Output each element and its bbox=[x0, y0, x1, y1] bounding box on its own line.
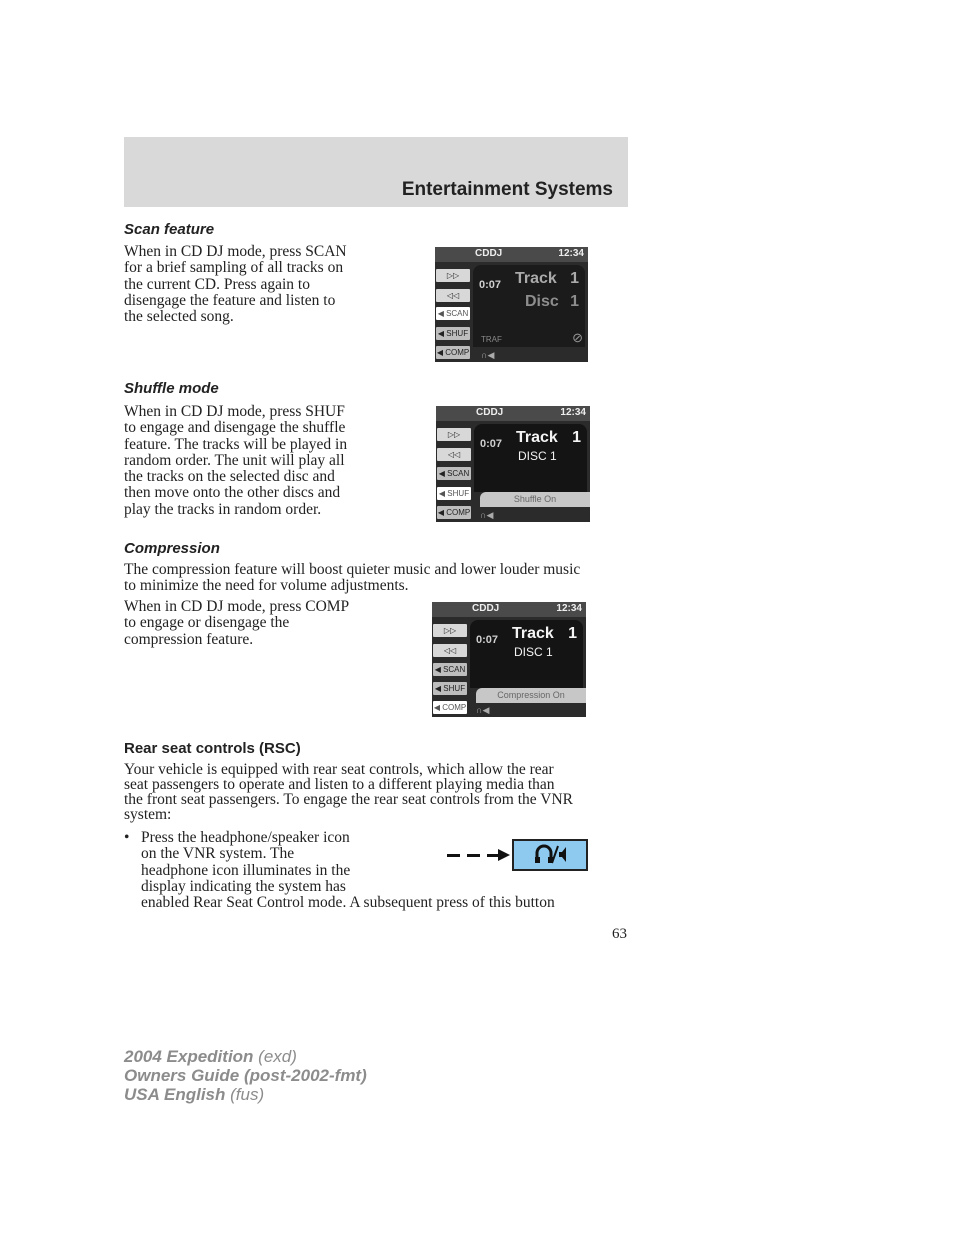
text-line: on the VNR system. The bbox=[141, 845, 295, 863]
compression-display-image bbox=[432, 602, 586, 717]
seek-back-icon: ◁◁ bbox=[433, 644, 467, 657]
footer-model-code: (exd) bbox=[258, 1047, 297, 1066]
display-mode: CDDJ bbox=[475, 248, 503, 259]
arrow-head-icon bbox=[498, 849, 510, 861]
cd-icon: ⊘ bbox=[572, 330, 583, 345]
text-line: display indicating the system has bbox=[141, 877, 346, 895]
display-status-bar bbox=[432, 602, 586, 617]
shuf-soft-button: ◀ SHUF bbox=[434, 684, 466, 693]
display-clock: 12:34 bbox=[556, 603, 582, 614]
disc-label: Disc bbox=[525, 293, 559, 310]
text-line: to engage and disengage the shuffle bbox=[124, 419, 346, 437]
track-label: Track bbox=[515, 270, 557, 287]
track-label: Track bbox=[516, 429, 558, 446]
scan-paragraph bbox=[124, 244, 414, 325]
text-line: Your vehicle is equipped with rear seat controls, which allow the rear bbox=[124, 761, 554, 778]
shuffle-heading: Shuffle mode bbox=[124, 380, 219, 397]
text-line: play the tracks in random order. bbox=[124, 500, 322, 518]
disc-number: 1 bbox=[570, 293, 579, 310]
shuf-soft-button: ◀ SHUF bbox=[437, 329, 469, 338]
compression-paragraph bbox=[124, 599, 414, 648]
shuffle-display-image bbox=[436, 406, 590, 522]
display-mode: CDDJ bbox=[472, 603, 500, 614]
comp-soft-button: ◀ COMP bbox=[433, 703, 467, 712]
text-line: seat passengers to operate and listen to a different playing media than bbox=[124, 776, 555, 793]
comp-soft-button: ◀ COMP bbox=[437, 508, 471, 517]
footer-language-code: (fus) bbox=[230, 1085, 265, 1104]
text-line: When in CD DJ mode, press SCAN bbox=[124, 243, 347, 260]
scan-heading: Scan feature bbox=[124, 221, 215, 238]
headphone-icon: ∩◀ bbox=[481, 350, 495, 360]
track-number: 1 bbox=[570, 270, 579, 287]
compression-intro bbox=[124, 562, 634, 595]
text-line: the front seat passengers. To engage the rear seat controls from the VNR bbox=[124, 791, 573, 808]
elapsed-time: 0:07 bbox=[476, 634, 499, 646]
bullet-icon: • bbox=[124, 829, 130, 846]
shuffle-status: Shuffle On bbox=[480, 492, 590, 507]
seek-back-icon: ◁◁ bbox=[436, 289, 470, 302]
text-line: system: bbox=[124, 806, 172, 823]
compression-status: Compression On bbox=[476, 688, 586, 703]
seek-back-icon: ◁◁ bbox=[437, 448, 471, 461]
text-line: then move onto the other discs and bbox=[124, 484, 341, 502]
scan-soft-button: ◀ SCAN bbox=[434, 665, 466, 674]
rsc-headphone-speaker-button bbox=[512, 839, 588, 871]
display-status-bar bbox=[436, 406, 590, 421]
track-label: Track bbox=[512, 625, 554, 642]
track-number: 1 bbox=[572, 429, 581, 446]
rsc-intro bbox=[124, 762, 634, 822]
shuf-soft-button: ◀ SHUF bbox=[438, 489, 470, 498]
text-line: disengage the feature and listen to bbox=[124, 291, 336, 309]
text-line: random order. The unit will play all bbox=[124, 451, 345, 469]
text-line: to minimize the need for volume adjustments. bbox=[124, 577, 409, 595]
track-panel bbox=[474, 424, 587, 492]
headphone-icon: ∩◀ bbox=[476, 705, 490, 715]
footer-guide: Owners Guide (post-2002-fmt) bbox=[124, 1066, 367, 1085]
compression-heading: Compression bbox=[124, 540, 220, 557]
text-line: The compression feature will boost quieter music and lower louder music bbox=[124, 561, 581, 578]
scan-soft-button: ◀ SCAN bbox=[438, 469, 470, 478]
elapsed-time: 0:07 bbox=[480, 438, 503, 450]
text-line: the selected song. bbox=[124, 308, 234, 326]
headphone-speaker-icon bbox=[530, 841, 570, 867]
disc-number: DISC 1 bbox=[518, 449, 557, 463]
scan-soft-button: ◀ SCAN bbox=[437, 309, 469, 318]
section-header bbox=[124, 137, 628, 207]
text-line: feature. The tracks will be played in bbox=[124, 435, 348, 453]
footer-model: 2004 Expedition bbox=[124, 1047, 254, 1066]
rsc-heading: Rear seat controls (RSC) bbox=[124, 740, 301, 757]
pointer-arrow-icon bbox=[447, 854, 499, 857]
text-line: When in CD DJ mode, press COMP bbox=[124, 598, 350, 615]
text-line: for a brief sampling of all tracks on bbox=[124, 259, 344, 277]
footer-language: USA English bbox=[124, 1085, 226, 1104]
elapsed-time: 0:07 bbox=[479, 279, 502, 291]
text-line: to engage or disengage the bbox=[124, 614, 290, 632]
page-number: 63 bbox=[612, 926, 627, 942]
display-clock: 12:34 bbox=[558, 248, 584, 259]
section-title: Entertainment Systems bbox=[401, 179, 613, 200]
display-mode: CDDJ bbox=[476, 407, 504, 418]
text-line: compression feature. bbox=[124, 630, 254, 648]
shuffle-paragraph bbox=[124, 404, 419, 518]
display-status-bar bbox=[435, 247, 588, 262]
seek-forward-icon: ▷▷ bbox=[436, 269, 470, 282]
comp-soft-button: ◀ COMP bbox=[436, 348, 470, 357]
document-footer bbox=[124, 1047, 367, 1104]
disc-number: DISC 1 bbox=[514, 645, 553, 659]
scan-display-image bbox=[435, 247, 588, 362]
track-number: 1 bbox=[568, 625, 577, 642]
text-line: the current CD. Press again to bbox=[124, 275, 310, 293]
text-line: the tracks on the selected disc and bbox=[124, 468, 335, 486]
traffic-indicator: TRAF bbox=[481, 335, 502, 344]
display-clock: 12:34 bbox=[560, 407, 586, 418]
seek-forward-icon: ▷▷ bbox=[437, 428, 471, 441]
text-line: Press the headphone/speaker icon bbox=[141, 829, 350, 846]
text-line: headphone icon illuminates in the bbox=[141, 861, 351, 879]
text-line: When in CD DJ mode, press SHUF bbox=[124, 403, 345, 420]
seek-forward-icon: ▷▷ bbox=[433, 624, 467, 637]
headphone-icon: ∩◀ bbox=[480, 510, 494, 520]
text-line: enabled Rear Seat Control mode. A subsequent press of this button bbox=[141, 894, 555, 912]
track-panel bbox=[470, 620, 583, 688]
